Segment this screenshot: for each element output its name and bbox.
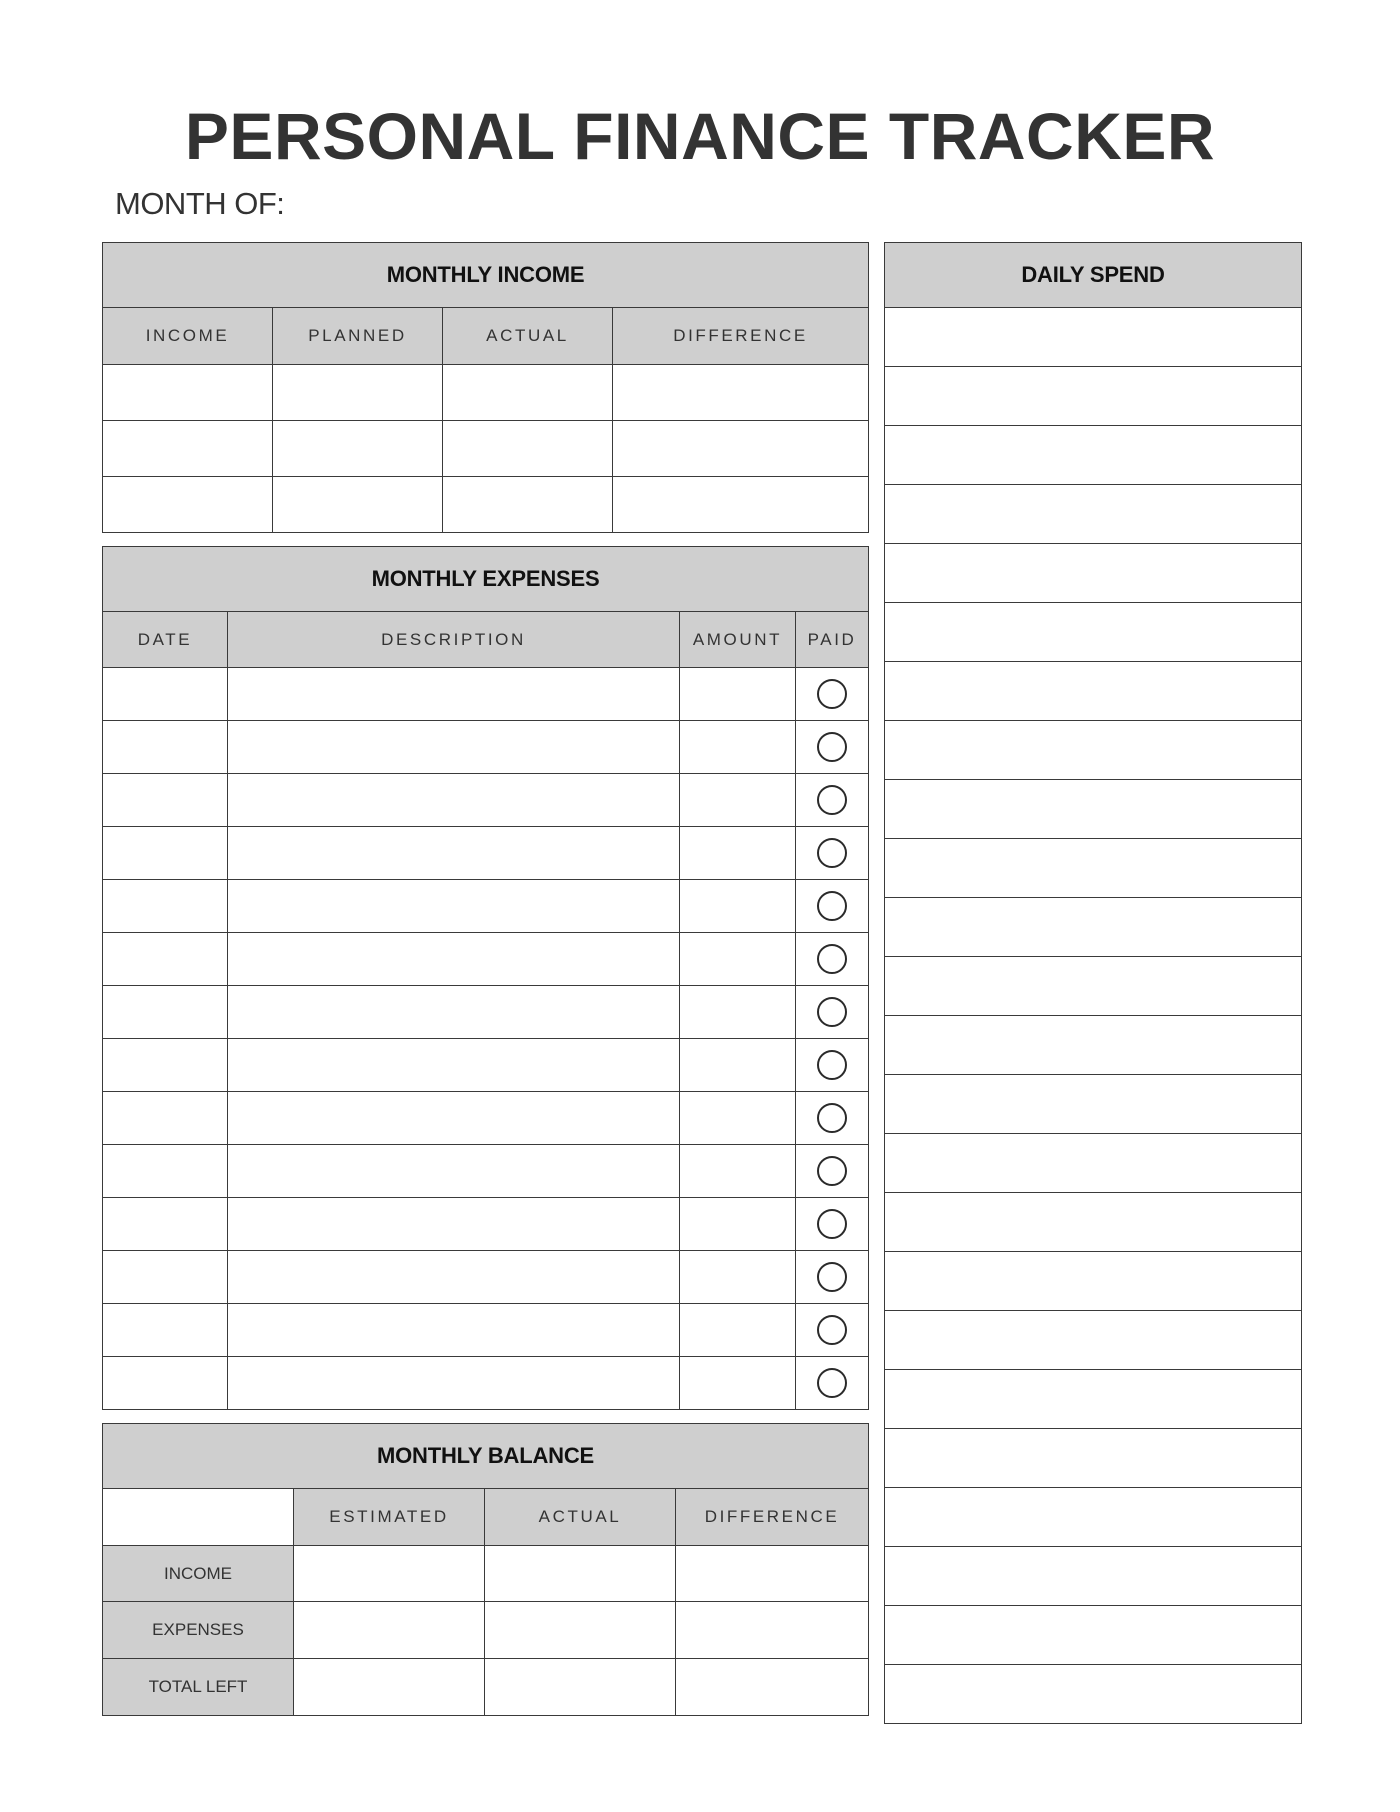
income-row	[103, 365, 869, 421]
daily-spend-row	[885, 780, 1302, 839]
daily-spend-cell[interactable]	[885, 1193, 1302, 1252]
actual-cell[interactable]	[443, 421, 613, 477]
monthly-income-table	[102, 242, 869, 533]
daily-spend-row	[885, 603, 1302, 662]
paid-cell	[796, 933, 869, 986]
daily-spend-cell[interactable]	[885, 1547, 1302, 1606]
balance-row-expenses: EXPENSES	[103, 1602, 294, 1659]
description-cell[interactable]	[228, 668, 680, 721]
description-cell[interactable]	[228, 986, 680, 1039]
actual-cell[interactable]	[443, 477, 613, 533]
monthly-expenses-heading: MONTHLY EXPENSES	[103, 547, 869, 612]
expenses-col-paid: PAID	[796, 612, 869, 668]
income-source-cell[interactable]	[103, 477, 273, 533]
paid-checkbox[interactable]	[817, 732, 847, 762]
paid-checkbox[interactable]	[817, 1103, 847, 1133]
paid-checkbox[interactable]	[817, 891, 847, 921]
daily-spend-cell[interactable]	[885, 780, 1302, 839]
daily-spend-cell[interactable]	[885, 898, 1302, 957]
amount-cell[interactable]	[680, 1039, 796, 1092]
paid-cell	[796, 1092, 869, 1145]
paid-cell	[796, 880, 869, 933]
balance-cell[interactable]	[294, 1602, 485, 1659]
daily-spend-row	[885, 662, 1302, 721]
daily-spend-row	[885, 308, 1302, 367]
monthly-balance-table	[102, 1423, 869, 1716]
amount-cell[interactable]	[680, 1304, 796, 1357]
paid-cell	[796, 1039, 869, 1092]
income-source-cell[interactable]	[103, 421, 273, 477]
month-of-label: MONTH OF:	[115, 186, 285, 221]
date-cell[interactable]	[103, 827, 228, 880]
daily-spend-row	[885, 544, 1302, 603]
daily-spend-cell[interactable]	[885, 544, 1302, 603]
amount-cell[interactable]	[680, 1092, 796, 1145]
daily-spend-cell[interactable]	[885, 1370, 1302, 1429]
amount-cell[interactable]	[680, 880, 796, 933]
planned-cell[interactable]	[273, 477, 443, 533]
income-col-income: INCOME	[103, 308, 273, 365]
expense-row	[103, 880, 869, 933]
balance-cell[interactable]	[485, 1602, 676, 1659]
expenses-col-description: DESCRIPTION	[228, 612, 680, 668]
description-cell[interactable]	[228, 1357, 680, 1410]
date-cell[interactable]	[103, 668, 228, 721]
description-cell[interactable]	[228, 1145, 680, 1198]
paid-cell	[796, 668, 869, 721]
description-cell[interactable]	[228, 774, 680, 827]
expense-row	[103, 774, 869, 827]
monthly-balance-heading: MONTHLY BALANCE	[103, 1424, 869, 1489]
amount-cell[interactable]	[680, 827, 796, 880]
daily-spend-cell[interactable]	[885, 1075, 1302, 1134]
daily-spend-cell[interactable]	[885, 1429, 1302, 1488]
balance-corner-cell	[103, 1489, 294, 1546]
paid-cell	[796, 1145, 869, 1198]
balance-cell[interactable]	[485, 1546, 676, 1602]
paid-cell	[796, 1198, 869, 1251]
description-cell[interactable]	[228, 1304, 680, 1357]
date-cell[interactable]	[103, 1145, 228, 1198]
daily-spend-row	[885, 426, 1302, 485]
paid-cell	[796, 1304, 869, 1357]
daily-spend-row	[885, 1311, 1302, 1370]
paid-checkbox[interactable]	[817, 1050, 847, 1080]
income-source-cell[interactable]	[103, 365, 273, 421]
monthly-expenses-table	[102, 546, 869, 1410]
income-col-actual: ACTUAL	[443, 308, 613, 365]
expense-row	[103, 1251, 869, 1304]
paid-cell	[796, 986, 869, 1039]
date-cell[interactable]	[103, 1039, 228, 1092]
balance-cell[interactable]	[676, 1659, 869, 1716]
actual-cell[interactable]	[443, 365, 613, 421]
balance-cell[interactable]	[676, 1602, 869, 1659]
page-title: PERSONAL FINANCE TRACKER	[184, 99, 1216, 173]
paid-checkbox[interactable]	[817, 1262, 847, 1292]
daily-spend-cell[interactable]	[885, 721, 1302, 780]
paid-cell	[796, 1251, 869, 1304]
daily-spend-cell[interactable]	[885, 839, 1302, 898]
description-cell[interactable]	[228, 1251, 680, 1304]
paid-cell	[796, 721, 869, 774]
expenses-col-amount: AMOUNT	[680, 612, 796, 668]
daily-spend-row	[885, 1665, 1302, 1724]
planned-cell[interactable]	[273, 421, 443, 477]
date-cell[interactable]	[103, 1251, 228, 1304]
daily-spend-row	[885, 1252, 1302, 1311]
difference-cell[interactable]	[613, 421, 869, 477]
balance-col-estimated: ESTIMATED	[294, 1489, 485, 1546]
expense-row	[103, 933, 869, 986]
daily-spend-cell[interactable]	[885, 1016, 1302, 1075]
description-cell[interactable]	[228, 1092, 680, 1145]
expenses-col-date: DATE	[103, 612, 228, 668]
paid-checkbox[interactable]	[817, 944, 847, 974]
daily-spend-heading: DAILY SPEND	[885, 243, 1302, 308]
description-cell[interactable]	[228, 1039, 680, 1092]
daily-spend-cell[interactable]	[885, 1134, 1302, 1193]
paid-checkbox[interactable]	[817, 1156, 847, 1186]
income-row	[103, 421, 869, 477]
paid-checkbox[interactable]	[817, 1209, 847, 1239]
amount-cell[interactable]	[680, 1198, 796, 1251]
paid-checkbox[interactable]	[817, 785, 847, 815]
description-cell[interactable]	[228, 827, 680, 880]
difference-cell[interactable]	[613, 477, 869, 533]
difference-cell[interactable]	[613, 365, 869, 421]
description-cell[interactable]	[228, 1198, 680, 1251]
paid-cell	[796, 1357, 869, 1410]
date-cell[interactable]	[103, 880, 228, 933]
planned-cell[interactable]	[273, 365, 443, 421]
expense-row	[103, 721, 869, 774]
balance-cell[interactable]	[294, 1659, 485, 1716]
description-cell[interactable]	[228, 721, 680, 774]
paid-checkbox[interactable]	[817, 997, 847, 1027]
date-cell[interactable]	[103, 721, 228, 774]
daily-spend-row	[885, 839, 1302, 898]
paid-checkbox[interactable]	[817, 1368, 847, 1398]
income-row	[103, 477, 869, 533]
daily-spend-row	[885, 1134, 1302, 1193]
daily-spend-cell[interactable]	[885, 1488, 1302, 1547]
daily-spend-cell[interactable]	[885, 1311, 1302, 1370]
balance-row-income: INCOME	[103, 1546, 294, 1602]
expense-row	[103, 1198, 869, 1251]
daily-spend-cell[interactable]	[885, 1665, 1302, 1724]
paid-checkbox[interactable]	[817, 838, 847, 868]
daily-spend-row	[885, 1370, 1302, 1429]
daily-spend-row	[885, 1016, 1302, 1075]
description-cell[interactable]	[228, 933, 680, 986]
income-col-planned: PLANNED	[273, 308, 443, 365]
amount-cell[interactable]	[680, 1251, 796, 1304]
daily-spend-cell[interactable]	[885, 426, 1302, 485]
date-cell[interactable]	[103, 933, 228, 986]
date-cell[interactable]	[103, 986, 228, 1039]
paid-checkbox[interactable]	[817, 679, 847, 709]
daily-spend-cell[interactable]	[885, 485, 1302, 544]
amount-cell[interactable]	[680, 1145, 796, 1198]
income-col-difference: DIFFERENCE	[613, 308, 869, 365]
daily-spend-row	[885, 1193, 1302, 1252]
daily-spend-row	[885, 1429, 1302, 1488]
amount-cell[interactable]	[680, 986, 796, 1039]
paid-checkbox[interactable]	[817, 1315, 847, 1345]
daily-spend-cell[interactable]	[885, 603, 1302, 662]
expense-row	[103, 1357, 869, 1410]
description-cell[interactable]	[228, 880, 680, 933]
balance-row-total-left: TOTAL LEFT	[103, 1659, 294, 1716]
date-cell[interactable]	[103, 1092, 228, 1145]
daily-spend-row	[885, 721, 1302, 780]
daily-spend-row	[885, 485, 1302, 544]
balance-col-actual: ACTUAL	[485, 1489, 676, 1546]
paid-cell	[796, 827, 869, 880]
daily-spend-row	[885, 1547, 1302, 1606]
balance-cell[interactable]	[485, 1659, 676, 1716]
date-cell[interactable]	[103, 1304, 228, 1357]
expense-row	[103, 1145, 869, 1198]
amount-cell[interactable]	[680, 774, 796, 827]
date-cell[interactable]	[103, 1198, 228, 1251]
amount-cell[interactable]	[680, 721, 796, 774]
daily-spend-cell[interactable]	[885, 367, 1302, 426]
daily-spend-row	[885, 898, 1302, 957]
daily-spend-row	[885, 367, 1302, 426]
daily-spend-row	[885, 957, 1302, 1016]
expense-row	[103, 827, 869, 880]
daily-spend-row	[885, 1075, 1302, 1134]
expense-row	[103, 1304, 869, 1357]
expense-row	[103, 986, 869, 1039]
amount-cell[interactable]	[680, 933, 796, 986]
daily-spend-cell[interactable]	[885, 662, 1302, 721]
expense-row	[103, 1039, 869, 1092]
daily-spend-cell[interactable]	[885, 1606, 1302, 1665]
daily-spend-table	[884, 242, 1302, 1724]
expense-row	[103, 1092, 869, 1145]
amount-cell[interactable]	[680, 1357, 796, 1410]
balance-cell[interactable]	[676, 1546, 869, 1602]
balance-cell[interactable]	[294, 1546, 485, 1602]
daily-spend-cell[interactable]	[885, 308, 1302, 367]
monthly-income-heading: MONTHLY INCOME	[103, 243, 869, 308]
daily-spend-cell[interactable]	[885, 957, 1302, 1016]
paid-cell	[796, 774, 869, 827]
daily-spend-row	[885, 1488, 1302, 1547]
daily-spend-row	[885, 1606, 1302, 1665]
amount-cell[interactable]	[680, 668, 796, 721]
expense-row	[103, 668, 869, 721]
date-cell[interactable]	[103, 1357, 228, 1410]
daily-spend-cell[interactable]	[885, 1252, 1302, 1311]
balance-col-difference: DIFFERENCE	[676, 1489, 869, 1546]
date-cell[interactable]	[103, 774, 228, 827]
